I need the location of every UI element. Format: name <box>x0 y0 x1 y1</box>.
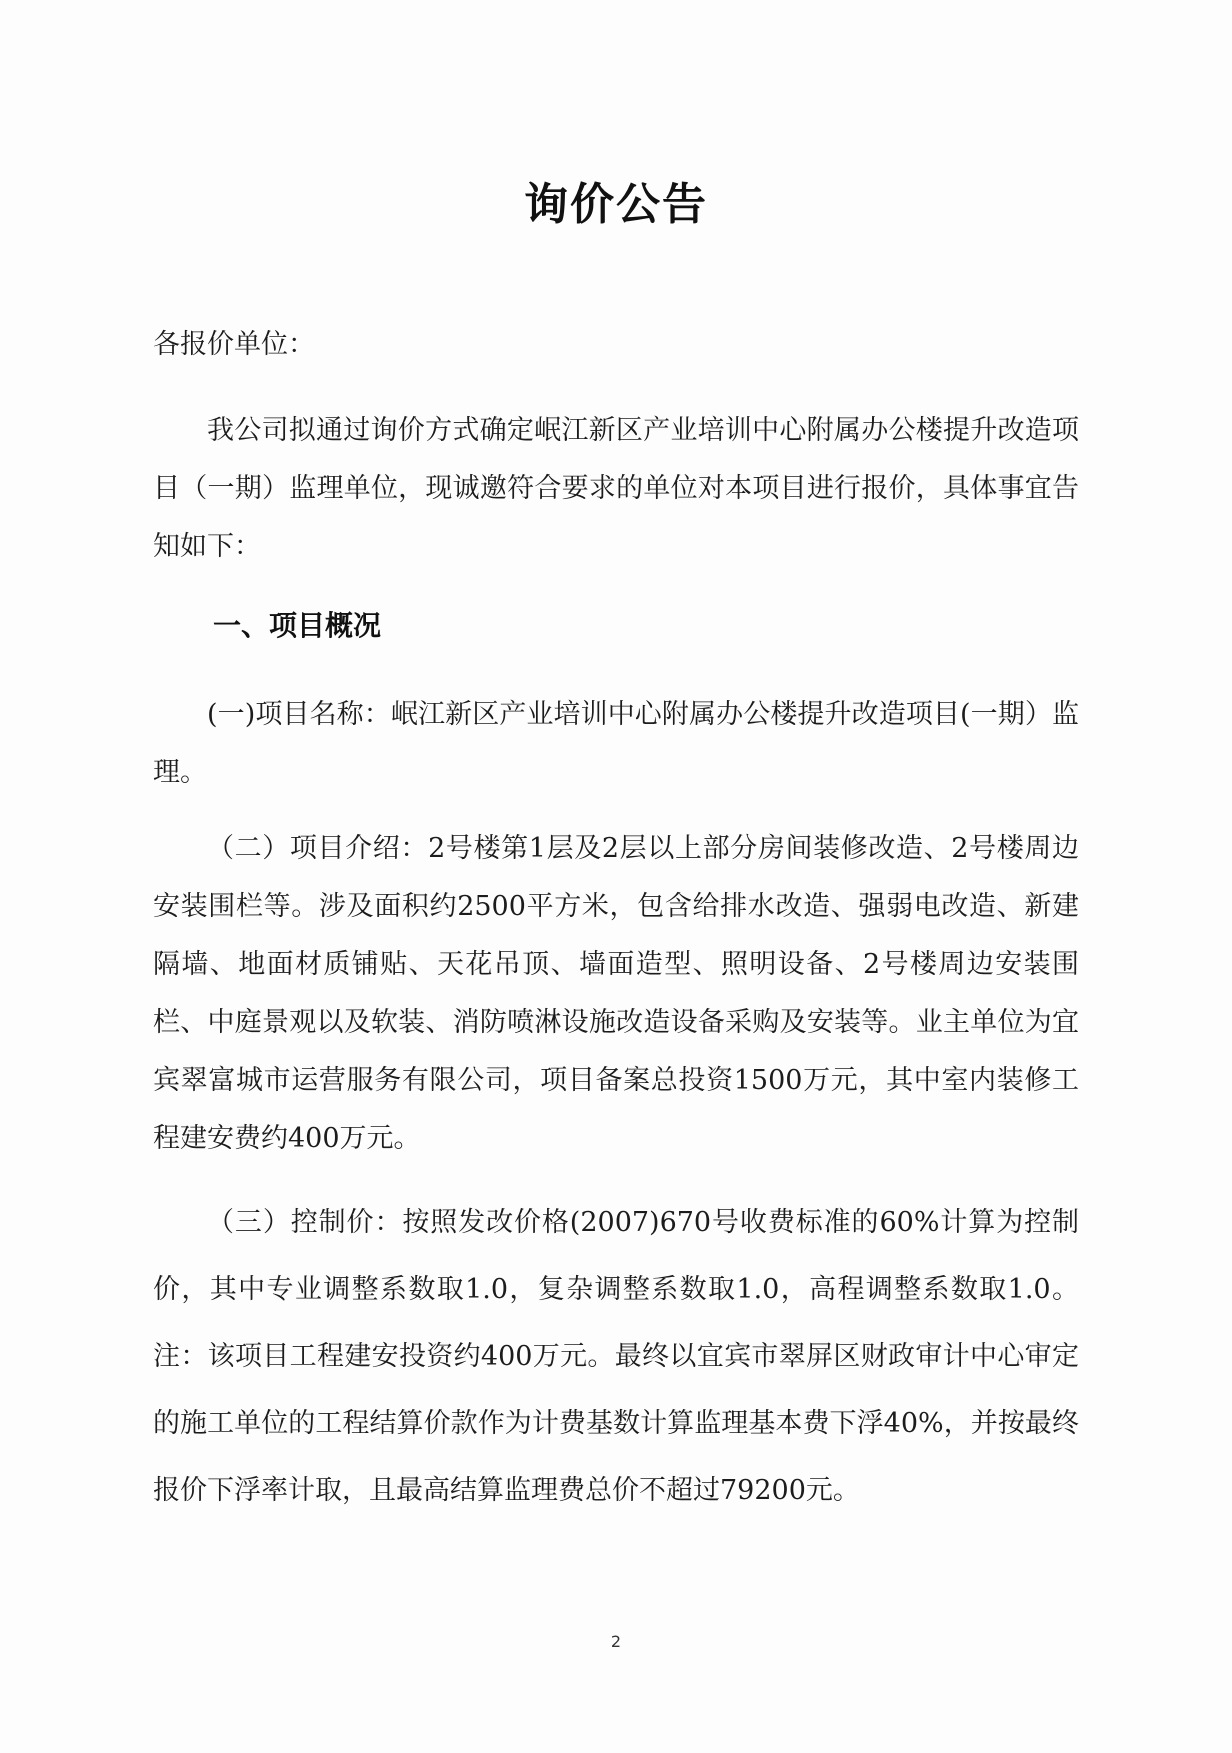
section-heading-overview: 一、项目概况 <box>213 609 382 642</box>
page-title: 询价公告 <box>524 179 708 230</box>
intro-paragraph: 我公司拟通过询价方式确定岷江新区产业培训中心附属办公楼提升改造项目（一期）监理单位，现诚邀符合要求的单位对本项目进行报价，具体事宜告知如下： <box>153 415 1079 562</box>
project-name-paragraph <box>153 686 1079 802</box>
control-price-text: 按照发改价格(2007)670号收费标准的60%计算为控制价，其中专业调整系数取1.0，复杂调整系数取1.0，高程调整系数取1.0。注：该项目工程建安投资约400万元。最终以宜宾市翠屏区财政审计中心审定的施工单位的工程结算价款作为计费基数计算监理基本费下浮40%，并按最终报价下浮率计取，且最高结算监理费总价不超过79200元。 <box>153 1207 1080 1506</box>
page-number: 2 <box>610 1632 622 1651</box>
project-intro-text: 2号楼第1层及2层以上部分房间装修改造、2号楼周边安装围栏等。涉及面积约2500平方米，包含给排水改造、强弱电改造、新建隔墙、地面材质铺贴、天花吊顶、墙面造型、照明设备、2号楼周边安装围栏、中庭景观以及软装、消防喷淋设施改造设备采购及安装等。业主单位为宜宾翠富城市运营服务有限公司，项目备案总投资1500万元，其中室内装修工程建安费约400万元。 <box>153 833 1080 1154</box>
project-name-text: 岷江新区产业培训中心附属办公楼提升改造项目(一期）监理。 <box>153 699 1079 788</box>
project-intro-label: （二）项目介绍： <box>207 833 429 864</box>
project-intro-paragraph <box>153 820 1079 1168</box>
salutation: 各报价单位： <box>153 329 315 360</box>
project-name-label: (一)项目名称： <box>207 699 391 730</box>
control-price-label: （三）控制价： <box>207 1207 403 1238</box>
control-price-paragraph <box>153 1189 1079 1524</box>
